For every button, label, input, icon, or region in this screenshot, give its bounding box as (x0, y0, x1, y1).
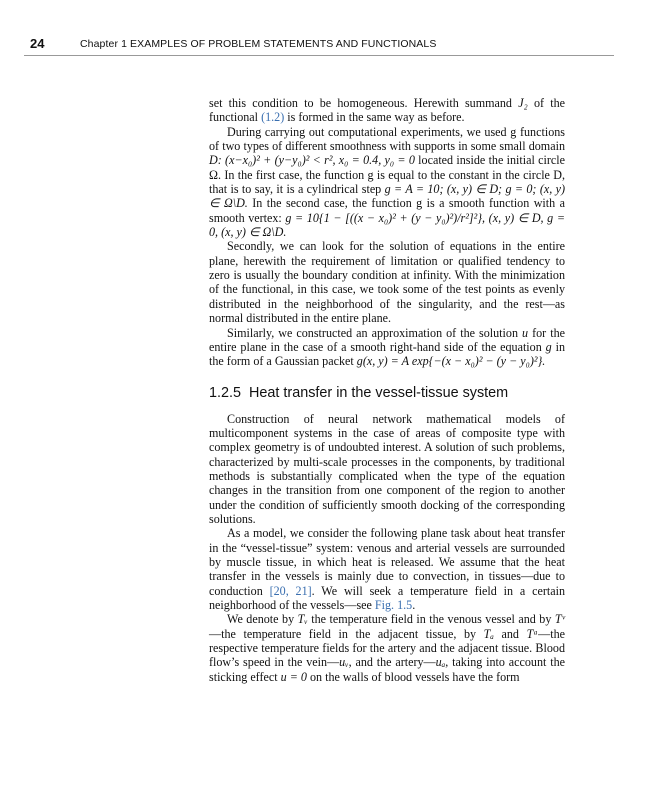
domain-equation: D: (x−x₀)² + (y−y₀)² < r², x₀ = 0.4, y₀ = 0 (209, 153, 415, 168)
paragraph-7: We denote by Tᵥ the temperature field in the venous vessel and by Tᵛ—the temperature field in the adjacent tissue, by Tₐ and Tᵃ—the respective temperature fields for the artery and the adjacent tissue. Blood flow’s speed in the vein—uᵥ, and the artery—uₐ, taking into account the sticking effect u = 0 on the walls of blood vessels have the form (209, 612, 565, 684)
section-heading (209, 384, 565, 402)
smooth-function-equation: g = 10{1 − [((x − x₀)² + (y − y₀)²)/r²]²}, (x, y) ∈ D, g = 0, (x, y) ∈ Ω\D. (209, 210, 565, 240)
paragraph-3: Secondly, we can look for the solution of equations in the entire plane, herewith the requirement of limitation or qualified tendency to zero is usually the boundary condition at infinity. With the minimization of the functional, in this case, we took some of the test points as evenly distributed in the neighborhood of the singularity, and the rest—as normal distributed in the entire plane. (209, 239, 565, 326)
summand-j2: J₂ (518, 96, 528, 110)
section-number: 1.2.5 (209, 384, 242, 401)
chapter-title: Chapter 1 EXAMPLES OF PROBLEM STATEMENTS AND FUNCTIONALS (80, 38, 437, 50)
paragraph-6: As a model, we consider the following plane task about heat transfer in the “vessel-tissue” system: venous and arterial vessels are surrounded by muscle tissue, in which heat is released. We assume that the heat transfer in the vessels is mainly due to convection, in tissues—due to conduction [20, 21]. We will seek a temperature field in a certain neighborhood of the vessels—see Fig. 1.5. (209, 526, 565, 612)
paragraph-2: During carrying out computational experiments, we used g functions of two types of different smoothness with supports in some small domain D: (x−x₀)² + (y−y₀)² < r², x₀ = 0.4, y₀ = 0 located inside the initial circle Ω. In the first case, the function g is equal to the constant in the circle D, that is to say, it is a cylindrical step g = A = 10; (x, y) ∈ D; g = 0; (x, y) ∈ Ω\D. In the second case, the function g is a smooth function with a smooth vertex: g = 10{1 − [((x − x₀)² + (y − y₀)²)/r²]²}, (x, y) ∈ D, g = 0, (x, y) ∈ Ω\D. (209, 124, 566, 240)
section-title: Heat transfer in the vessel-tissue system (249, 384, 509, 401)
header-rule (24, 55, 614, 56)
paragraph-1: set this condition to be homogeneous. Herewith summand J₂ of the functional (1.2) is formed in the same way as before. (209, 96, 565, 125)
paragraph-4: Similarly, we constructed an approximation of the solution u for the entire plane in the case of a smooth right-hand side of the equation g in the form of a Gaussian packet g(x, y) = A exp{−(x − x₀)² − (y − y₀)²}. (209, 325, 565, 369)
citation-link[interactable]: [20, 21] (269, 583, 312, 598)
paragraph-5: Construction of neural network mathematical models of multicomponent systems in the case of areas of composite type with complex geometry is of undoubted interest. A solution of such problems, characterized by multi-scale processes in the components, by traditional methods is substantially complicated when the type of the equation changes in the transition from one component of the region to another under the condition of sufficiently smooth docking of the corresponding solutions. (209, 411, 565, 526)
body-text (209, 96, 565, 684)
step-function-equation: g = A = 10; (x, y) ∈ D; g = 0; (x, y) ∈ Ω\D. (209, 182, 566, 211)
equation-ref-link[interactable]: (1.2) (261, 110, 285, 125)
page-number: 24 (30, 36, 45, 51)
gaussian-equation: g(x, y) = A exp{−(x − x₀)² − (y − y₀)²}. (356, 354, 546, 369)
figure-ref-link[interactable]: Fig. 1.5 (374, 598, 413, 612)
running-header (24, 35, 614, 57)
